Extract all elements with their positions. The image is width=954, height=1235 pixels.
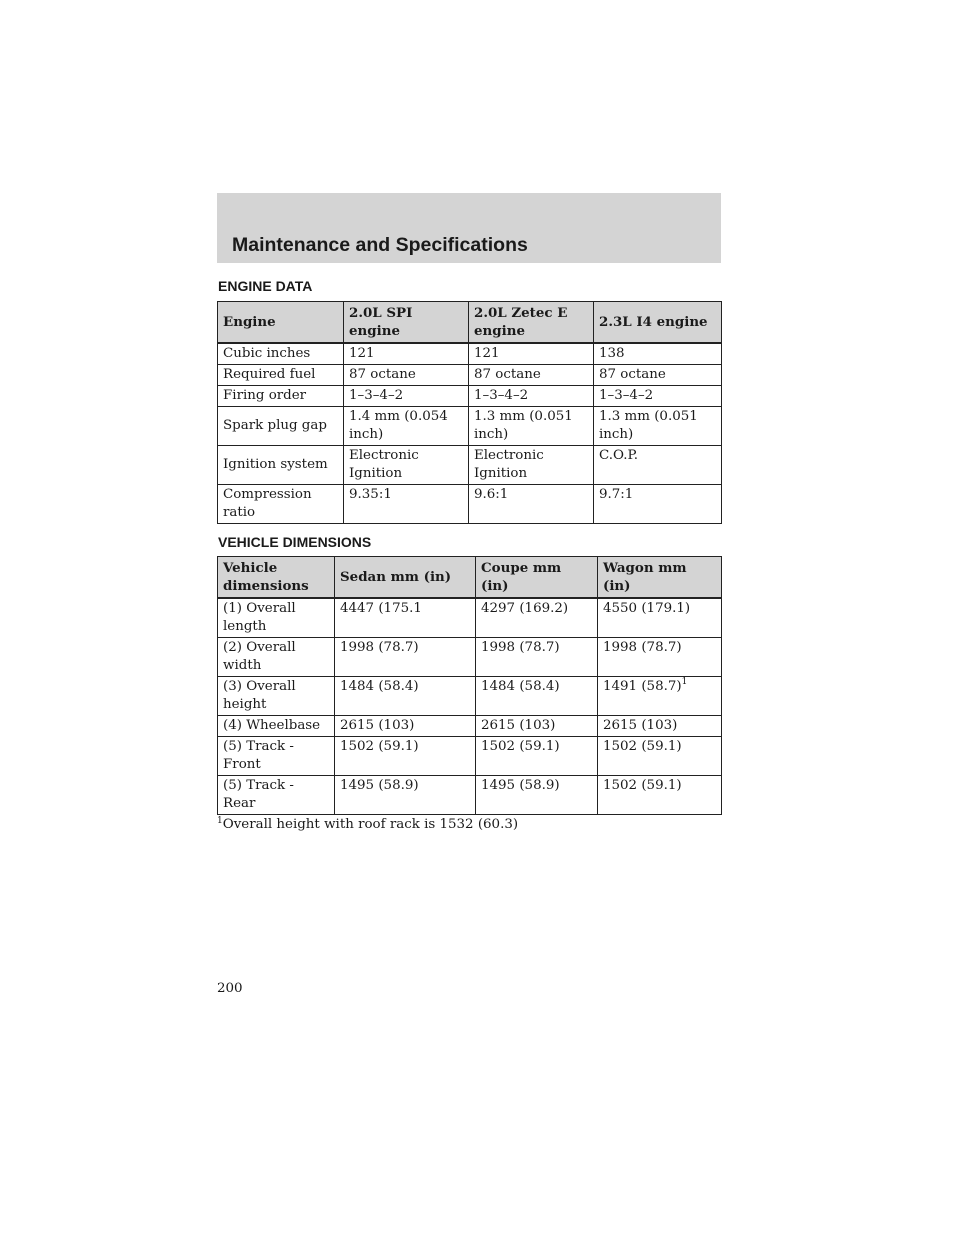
- table-cell: C.O.P.: [594, 446, 722, 485]
- table-row: [218, 638, 722, 677]
- column-header: Sedan mm (in): [335, 557, 476, 599]
- row-label: Ignition system: [218, 446, 344, 485]
- table-row: [218, 737, 722, 776]
- table-cell: 138: [594, 343, 722, 365]
- column-header: Coupe mm (in): [476, 557, 598, 599]
- table-cell: 1484 (58.4): [476, 677, 598, 716]
- table-cell: 1502 (59.1): [598, 737, 722, 776]
- table-cell: 1.4 mm (0.054 inch): [344, 407, 469, 446]
- table-cell: 1–3–4–2: [469, 386, 594, 407]
- engine-data-heading: ENGINE DATA: [218, 278, 313, 294]
- table-cell: 4447 (175.1: [335, 598, 476, 638]
- table-row: [218, 343, 722, 365]
- table-row: [218, 386, 722, 407]
- row-label: Cubic inches: [218, 343, 344, 365]
- vehicle-dimensions-table: [217, 556, 722, 815]
- table-cell: 2615 (103): [598, 716, 722, 737]
- table-cell: 9.35:1: [344, 485, 469, 524]
- table-cell: 1502 (59.1): [476, 737, 598, 776]
- table-cell: 1502 (59.1): [335, 737, 476, 776]
- table-cell: 2615 (103): [335, 716, 476, 737]
- table-row: [218, 446, 722, 485]
- table-cell: 1–3–4–2: [594, 386, 722, 407]
- table-cell: 1495 (58.9): [335, 776, 476, 815]
- page-title: Maintenance and Specifications: [232, 234, 528, 256]
- table-cell: 1502 (59.1): [598, 776, 722, 815]
- row-label: (4) Wheelbase: [218, 716, 335, 737]
- row-label: Compression ratio: [218, 485, 344, 524]
- table-cell: 121: [469, 343, 594, 365]
- header-band: [217, 193, 721, 263]
- table-cell: 121: [344, 343, 469, 365]
- table-cell: Electronic Ignition: [469, 446, 594, 485]
- table-row: [218, 716, 722, 737]
- table-cell: 1998 (78.7): [598, 638, 722, 677]
- table-cell: [598, 677, 722, 716]
- table-row: [218, 365, 722, 386]
- table-cell: 1.3 mm (0.051 inch): [594, 407, 722, 446]
- row-label: (5) Track - Rear: [218, 776, 335, 815]
- table-cell: Electronic Ignition: [344, 446, 469, 485]
- table-header-row: [218, 302, 722, 344]
- table-cell: 1998 (78.7): [335, 638, 476, 677]
- table-row: [218, 407, 722, 446]
- table-cell: 2615 (103): [476, 716, 598, 737]
- table-cell: 87 octane: [469, 365, 594, 386]
- table-cell: 1–3–4–2: [344, 386, 469, 407]
- row-label: Firing order: [218, 386, 344, 407]
- column-header: 2.3L I4 engine: [594, 302, 722, 344]
- row-label: Spark plug gap: [218, 407, 344, 446]
- table-cell: 9.7:1: [594, 485, 722, 524]
- column-header: Vehicle dimensions: [218, 557, 335, 599]
- footnote: [217, 817, 518, 832]
- table-cell: 1.3 mm (0.051 inch): [469, 407, 594, 446]
- footnote-marker: 1: [681, 677, 688, 687]
- row-label: (5) Track - Front: [218, 737, 335, 776]
- row-label: (1) Overall length: [218, 598, 335, 638]
- vehicle-dimensions-heading: VEHICLE DIMENSIONS: [218, 534, 372, 550]
- table-row: [218, 677, 722, 716]
- page-number: 200: [217, 981, 243, 996]
- row-label: (2) Overall width: [218, 638, 335, 677]
- table-row: [218, 598, 722, 638]
- row-label: (3) Overall height: [218, 677, 335, 716]
- table-cell: 9.6:1: [469, 485, 594, 524]
- table-cell: 87 octane: [594, 365, 722, 386]
- table-header-row: [218, 557, 722, 599]
- column-header: Engine: [218, 302, 344, 344]
- table-cell: 1484 (58.4): [335, 677, 476, 716]
- footnote-text: Overall height with roof rack is 1532 (60.3): [222, 817, 519, 832]
- engine-data-table: [217, 301, 722, 524]
- table-cell: 87 octane: [344, 365, 469, 386]
- footnote-marker: 1: [217, 816, 223, 826]
- row-label: Required fuel: [218, 365, 344, 386]
- column-header: 2.0L SPI engine: [344, 302, 469, 344]
- column-header: 2.0L Zetec E engine: [469, 302, 594, 344]
- column-header: Wagon mm (in): [598, 557, 722, 599]
- table-cell: 1495 (58.9): [476, 776, 598, 815]
- table-row: [218, 485, 722, 524]
- table-row: [218, 776, 722, 815]
- table-cell: 1998 (78.7): [476, 638, 598, 677]
- cell-value: 1491 (58.7): [603, 679, 682, 694]
- table-cell: 4297 (169.2): [476, 598, 598, 638]
- table-cell: 4550 (179.1): [598, 598, 722, 638]
